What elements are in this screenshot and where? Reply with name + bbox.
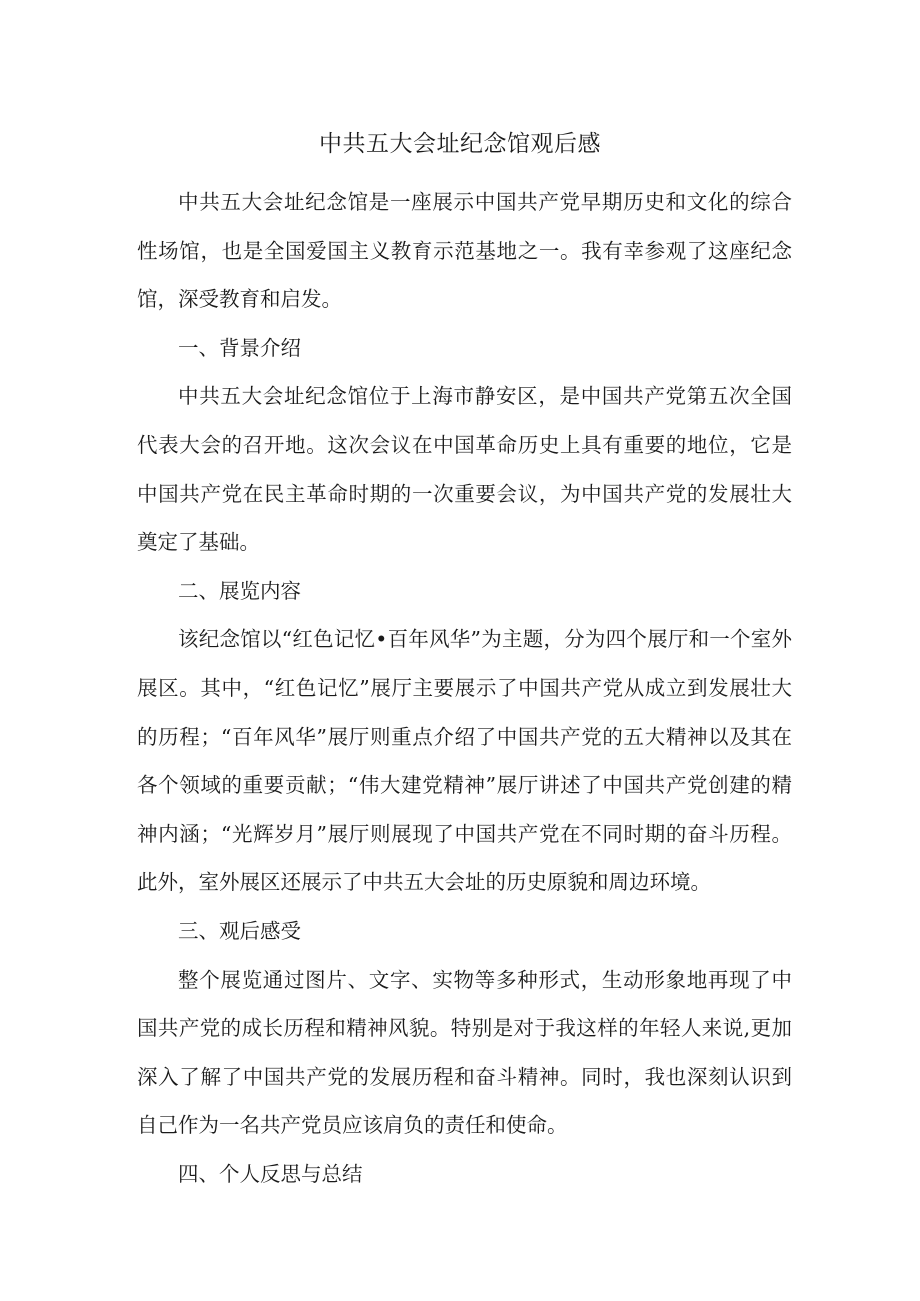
background-paragraph: 中共五大会址纪念馆位于上海市静安区，是中国共产党第五次全国代表大会的召开地。这次会议在中国革命历史上具有重要的地位，它是中国共产党在民主革命时期的一次重要会议，为中国共产党的发展壮大奠定了基础。 xyxy=(137,384,792,555)
impressions-paragraph: 整个展览通过图片、文字、实物等多种形式，生动形象地再现了中国共产党的成长历程和精神风貌。特别是对于我这样的年轻人来说,更加深入了解了中国共产党的发展历程和奋斗精神。同时，我也深刻认识到自己作为一名共产党员应该肩负的责任和使命。 xyxy=(137,967,792,1138)
document-body xyxy=(137,178,792,1198)
section-heading-reflection: 四、个人反思与总结 xyxy=(178,1161,363,1186)
exhibition-paragraph: 该纪念馆以“红色记忆•百年风华”为主题，分为四个展厅和一个室外展区。其中，“红色记忆”展厅主要展示了中国共产党从成立到发展壮大的历程；“百年风华”展厅则重点介绍了中国共产党的五大精神以及其在各个领域的重要贡献；“伟大建党精神”展厅讲述了中国共产党创建的精神内涵；“光辉岁月”展厅则展现了中国共产党在不同时期的奋斗历程。此外，室外展区还展示了中共五大会址的历史原貌和周边环境。 xyxy=(137,627,792,895)
section-heading-exhibition: 二、展览内容 xyxy=(178,578,301,603)
section-heading-background: 一、背景介绍 xyxy=(178,335,301,360)
section-heading-impressions: 三、观后感受 xyxy=(178,918,301,943)
document-title: 中共五大会址纪念馆观后感 xyxy=(319,131,601,157)
intro-paragraph: 中共五大会址纪念馆是一座展示中国共产党早期历史和文化的综合性场馆，也是全国爱国主义教育示范基地之一。我有幸参观了这座纪念馆，深受教育和启发。 xyxy=(137,190,792,312)
